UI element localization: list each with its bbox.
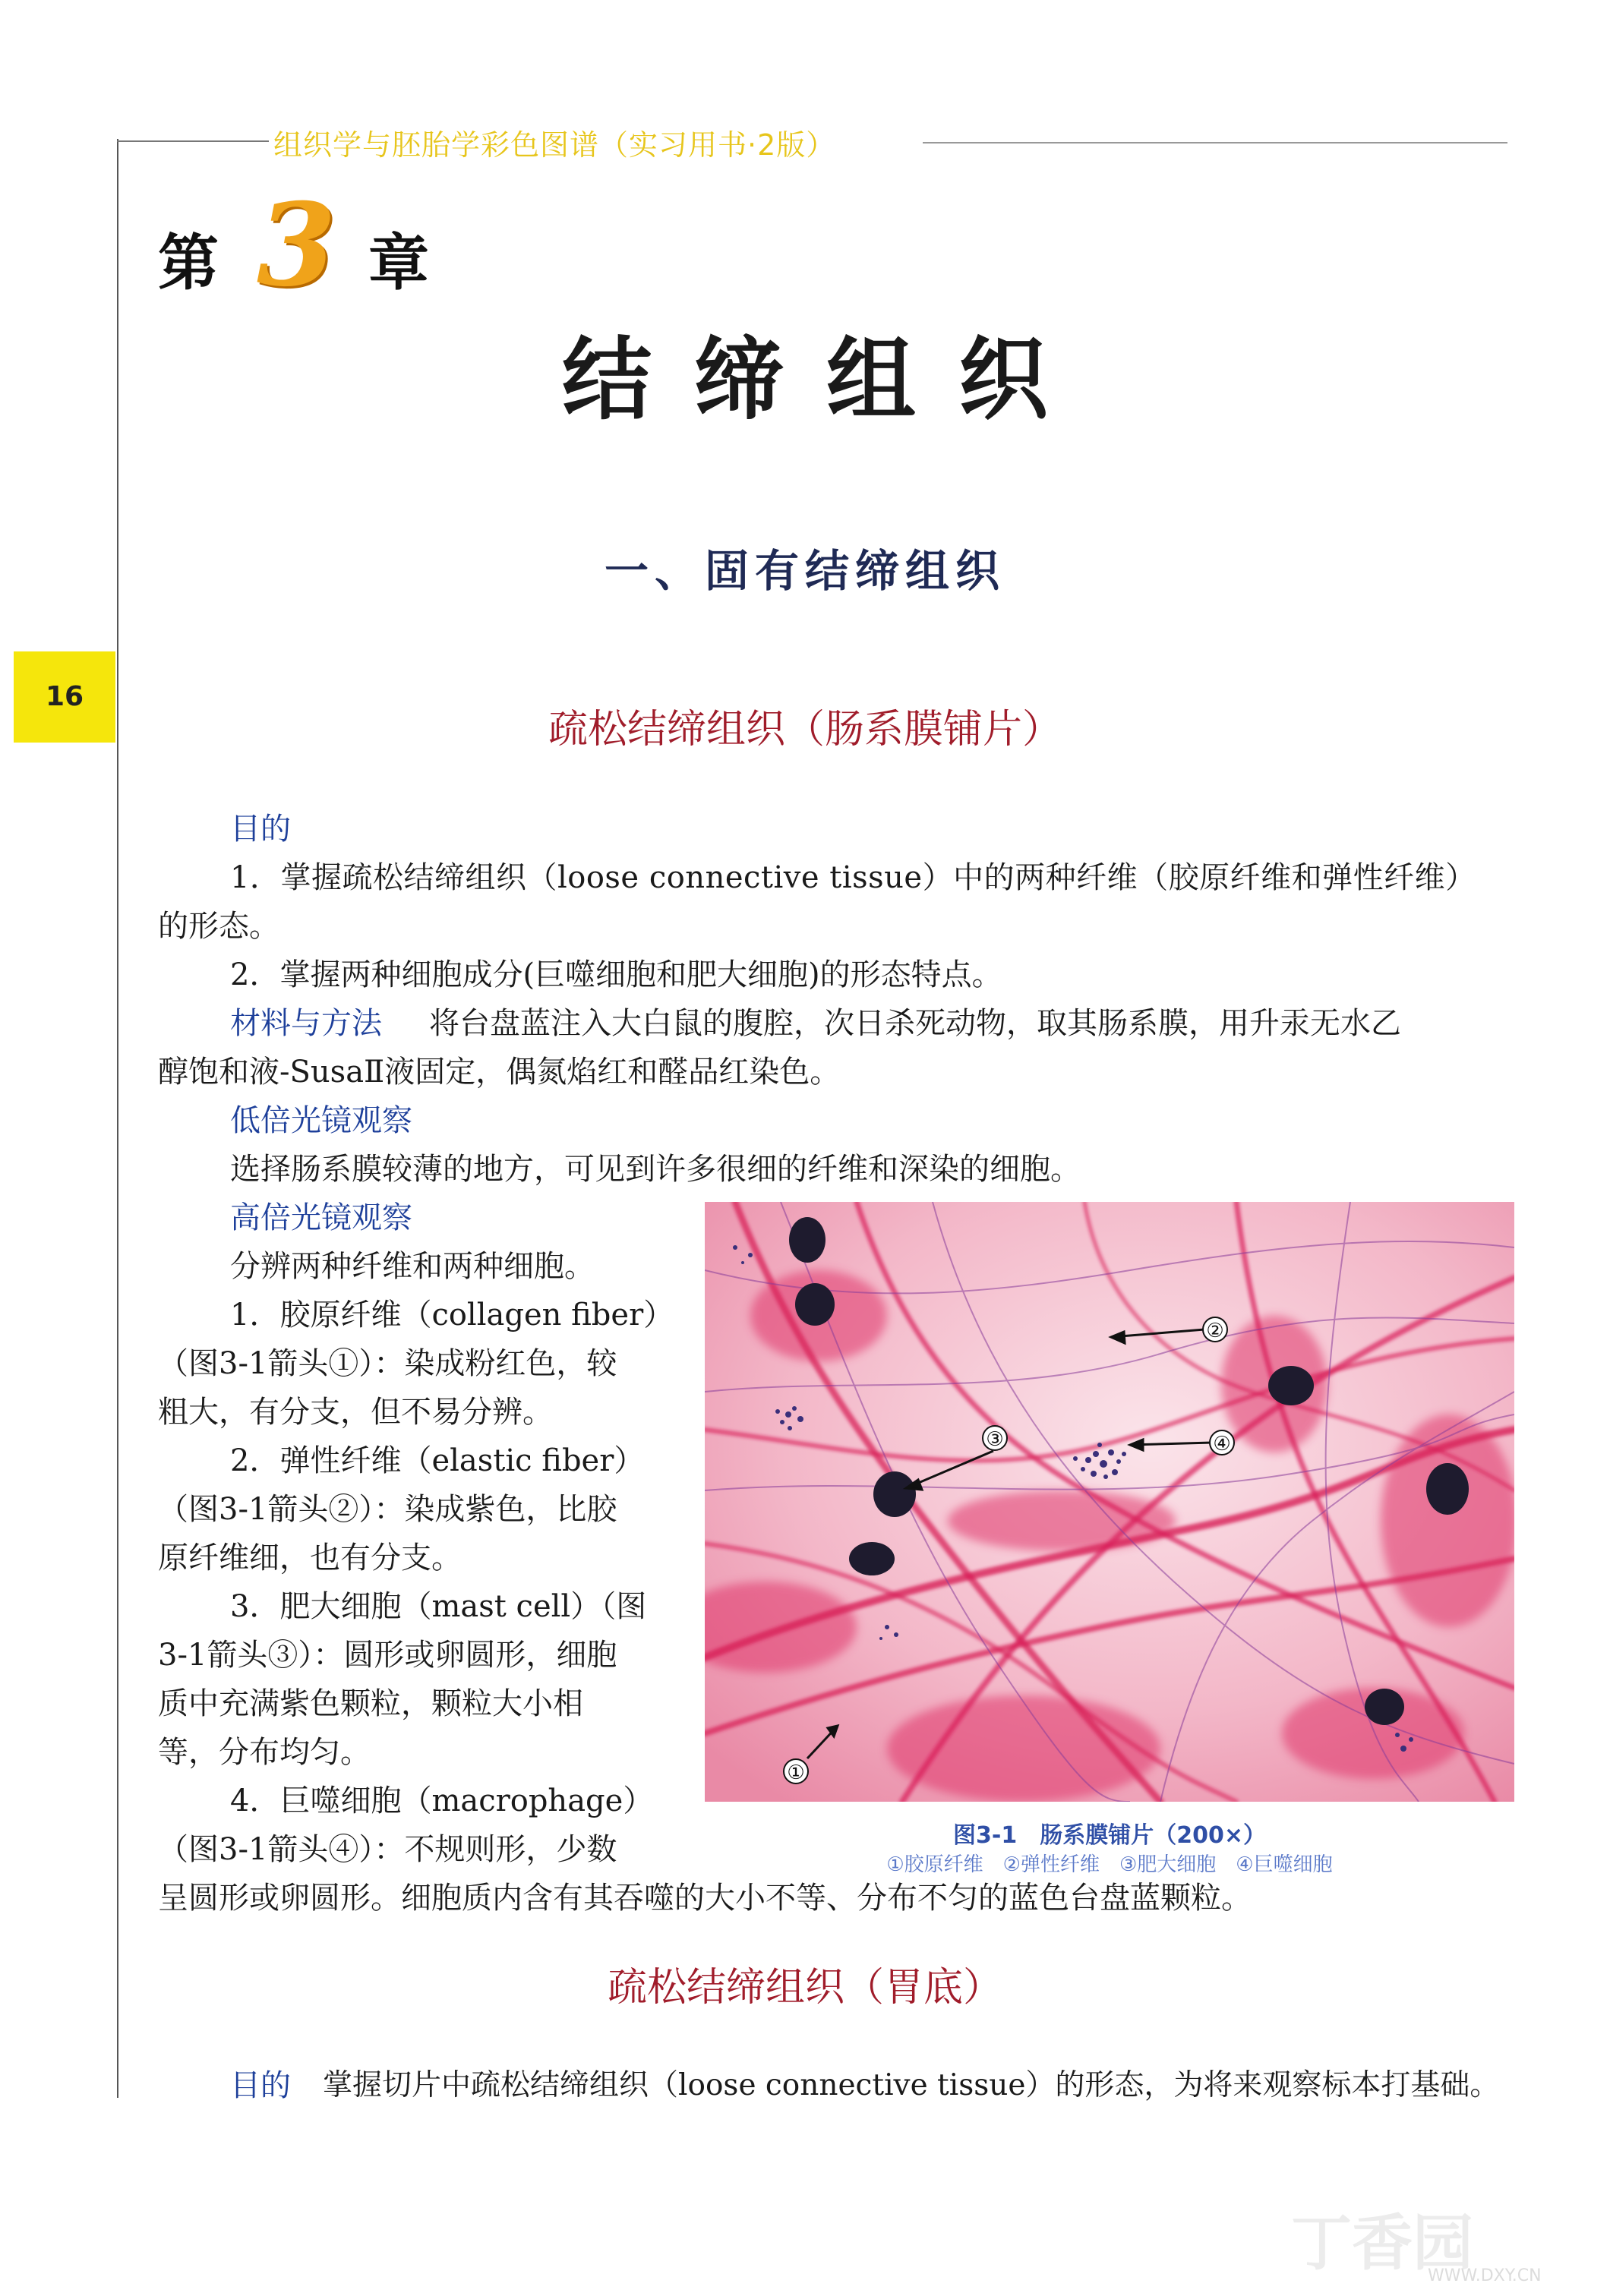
chapter-title: 结缔组织	[561, 327, 1091, 432]
high-power-line: 2．弹性纤维（elastic fiber）	[230, 1443, 645, 1478]
purpose-item-1-line-2: 的形态。	[158, 909, 279, 944]
low-power-heading: 低倍光镜观察	[230, 1103, 412, 1138]
figure-label: ④	[1213, 1433, 1231, 1456]
high-power-line: 4．巨噬细胞（macrophage）	[230, 1784, 654, 1818]
micrograph-image	[705, 1202, 1514, 1802]
subsection-title: 疏松结缔组织（肠系膜铺片）	[548, 707, 1062, 752]
high-power-line: 3．肥大细胞（mast cell）（图	[230, 1589, 647, 1624]
materials-heading: 材料与方法	[230, 1006, 382, 1041]
section-title: 一、固有结缔组织	[604, 545, 1005, 597]
materials-line-2: 醇饱和液-SusaⅡ液固定，偶氮焰红和醛品红染色。	[158, 1055, 841, 1090]
chapter-number: 3	[257, 178, 336, 312]
high-power-line: 1．胶原纤维（collagen fiber）	[230, 1298, 674, 1332]
figure-label: ②	[1206, 1320, 1224, 1342]
low-power-text: 选择肠系膜较薄的地方，可见到许多很细的纤维和深染的细胞。	[230, 1152, 1081, 1187]
figure-label: ③	[986, 1428, 1004, 1451]
high-power-line: （图3-1箭头④）：不规则形，少数	[158, 1832, 617, 1867]
purpose-2-text: 掌握切片中疏松结缔组织（loose connective tissue）的形态，为将来观察标本打基础。	[323, 2068, 1500, 2102]
purpose-heading: 目的	[230, 812, 291, 847]
materials-line-1: 将台盘蓝注入大白鼠的腹腔，次日杀死动物，取其肠系膜，用升汞无水乙	[429, 1006, 1401, 1041]
micrograph-figure-3-1	[705, 1202, 1514, 1802]
high-power-line: 等，分布均匀。	[158, 1735, 371, 1770]
chapter-prefix: 第	[158, 228, 219, 298]
purpose-item-2: 2．掌握两种细胞成分(巨噬细胞和肥大细胞)的形态特点。	[230, 957, 1002, 992]
figure-label: ①	[787, 1761, 805, 1784]
purpose-item-1-line-1: 1．掌握疏松结缔组织（loose connective tissue）中的两种纤维（胶原纤维和弹性纤维）	[230, 860, 1476, 895]
page-number: 16	[45, 681, 84, 712]
watermark-logo-text: 丁香园	[1291, 2208, 1473, 2279]
figure-caption-legend: ①胶原纤维 ②弹性纤维 ③肥大细胞 ④巨噬细胞	[886, 1853, 1333, 1876]
figure-caption-title: 图3-1 肠系膜铺片（200×）	[953, 1822, 1266, 1849]
high-power-heading: 高倍光镜观察	[230, 1200, 412, 1235]
subsection-2-title: 疏松结缔组织（胃底）	[607, 1965, 1002, 2011]
header-rule-right	[923, 142, 1507, 144]
high-power-line: 原纤维细，也有分支。	[158, 1541, 462, 1575]
high-power-line: 3-1箭头③）：圆形或卵圆形，细胞	[158, 1638, 617, 1673]
purpose-2-heading: 目的	[230, 2068, 291, 2103]
header-rule-left	[117, 140, 269, 142]
chapter-suffix: 章	[368, 228, 429, 298]
high-power-line: 粗大，有分支，但不易分辨。	[158, 1395, 553, 1430]
high-power-line: 质中充满紫色颗粒，颗粒大小相	[158, 1686, 583, 1721]
high-power-line: （图3-1箭头②）：染成紫色，比胶	[158, 1492, 617, 1527]
high-power-line: （图3-1箭头①）：染成粉红色，较	[158, 1346, 617, 1381]
high-power-line: 分辨两种纤维和两种细胞。	[230, 1249, 595, 1284]
running-header: 组织学与胚胎学彩色图谱（实习用书·2版）	[273, 128, 836, 162]
watermark-url: WWW.DXY.CN	[1428, 2266, 1542, 2285]
high-power-last-line: 呈圆形或卵圆形。细胞质内含有其吞噬的大小不等、分布不匀的蓝色台盘蓝颗粒。	[158, 1881, 1252, 1916]
